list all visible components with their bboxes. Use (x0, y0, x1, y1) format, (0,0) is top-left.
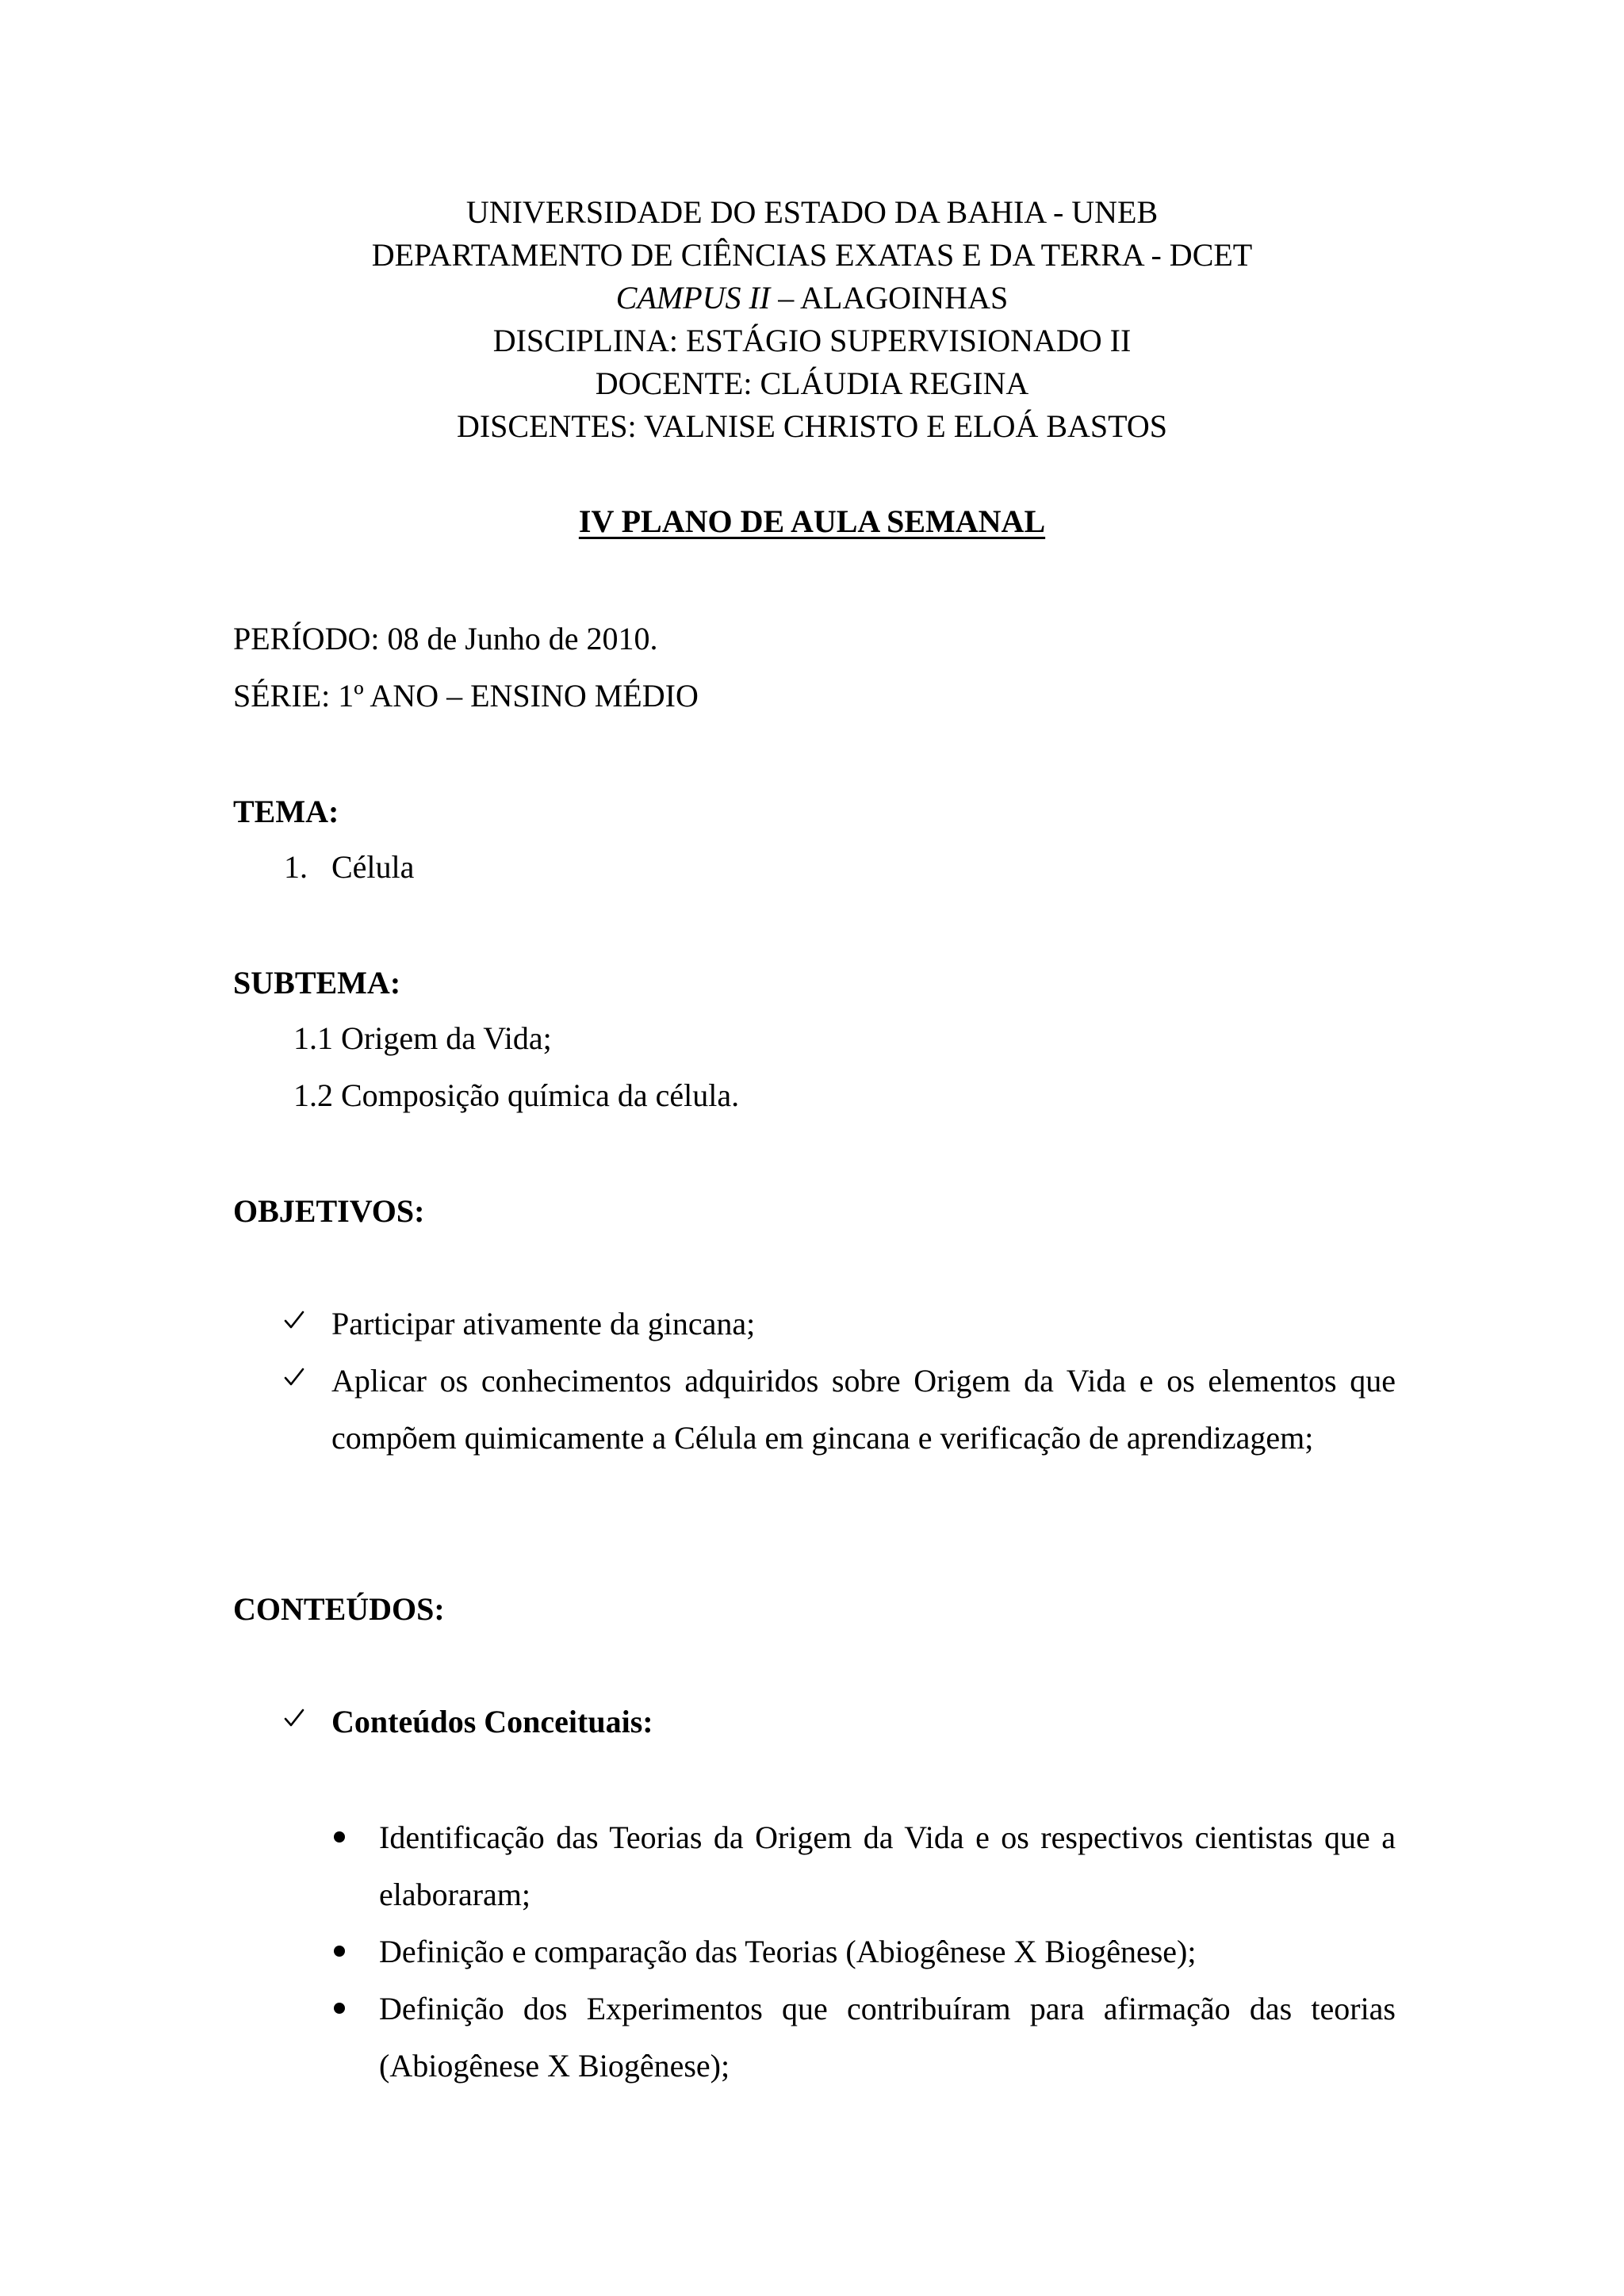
bullet-icon (334, 1946, 345, 1957)
tema-item-number: 1. (284, 849, 308, 885)
tema-heading: TEMA: (233, 794, 339, 829)
conteudo-item: Identificação das Teorias da Origem da Vida e os respectivos cientistas que a (379, 1820, 1396, 1855)
department-name: DEPARTAMENTO DE CIÊNCIAS EXATAS E DA TERRA - DCET (371, 237, 1253, 273)
objetivo-item: Aplicar os conhecimentos adquiridos sobre Origem da Vida e os elementos que (331, 1363, 1396, 1399)
conteudo-item: Definição e comparação das Teorias (Abiogênese X Biogênese); (379, 1934, 1197, 1969)
bullet-icon (334, 2003, 345, 2014)
conteudo-item-continuation: elaboraram; (379, 1877, 530, 1912)
subtema-item: 1.1 Origem da Vida; (293, 1020, 552, 1056)
tema-item-text: Célula (331, 849, 415, 885)
plan-title-wrap (0, 503, 1624, 539)
series-line: SÉRIE: 1º ANO – ENSINO MÉDIO (233, 678, 699, 714)
conceituais-heading: Conteúdos Conceituais: (331, 1704, 653, 1739)
conteudo-item: Definição dos Experimentos que contribuíram para afirmação das teorias (379, 1991, 1396, 2026)
checkmark-icon (284, 1367, 304, 1387)
objetivo-item: Participar ativamente da gincana; (331, 1306, 756, 1341)
conteudo-item-continuation: (Abiogênese X Biogênese); (379, 2048, 730, 2084)
university-name: UNIVERSIDADE DO ESTADO DA BAHIA - UNEB (465, 194, 1159, 230)
checkmark-icon (284, 1310, 304, 1330)
conteudos-heading: CONTEÚDOS: (233, 1591, 445, 1627)
students-line: DISCENTES: VALNISE CHRISTO E ELOÁ BASTOS (456, 408, 1168, 444)
plan-title: IV PLANO DE AULA SEMANAL (578, 503, 1046, 539)
bullet-icon (334, 1831, 345, 1843)
campus-label: CAMPUS II (615, 280, 771, 316)
campus-line (0, 282, 1624, 314)
period-line: PERÍODO: 08 de Junho de 2010. (233, 621, 658, 656)
objetivos-heading: OBJETIVOS: (233, 1193, 425, 1229)
campus-city: – ALAGOINHAS (770, 280, 1009, 316)
teacher-line: DOCENTE: CLÁUDIA REGINA (595, 365, 1029, 401)
objetivo-item-continuation: compõem quimicamente a Célula em gincana e verificação de aprendizagem; (331, 1420, 1314, 1456)
checkmark-icon (284, 1708, 304, 1728)
discipline-line: DISCIPLINA: ESTÁGIO SUPERVISIONADO II (492, 323, 1132, 358)
subtema-item: 1.2 Composição química da célula. (293, 1077, 740, 1113)
subtema-heading: SUBTEMA: (233, 965, 401, 1001)
